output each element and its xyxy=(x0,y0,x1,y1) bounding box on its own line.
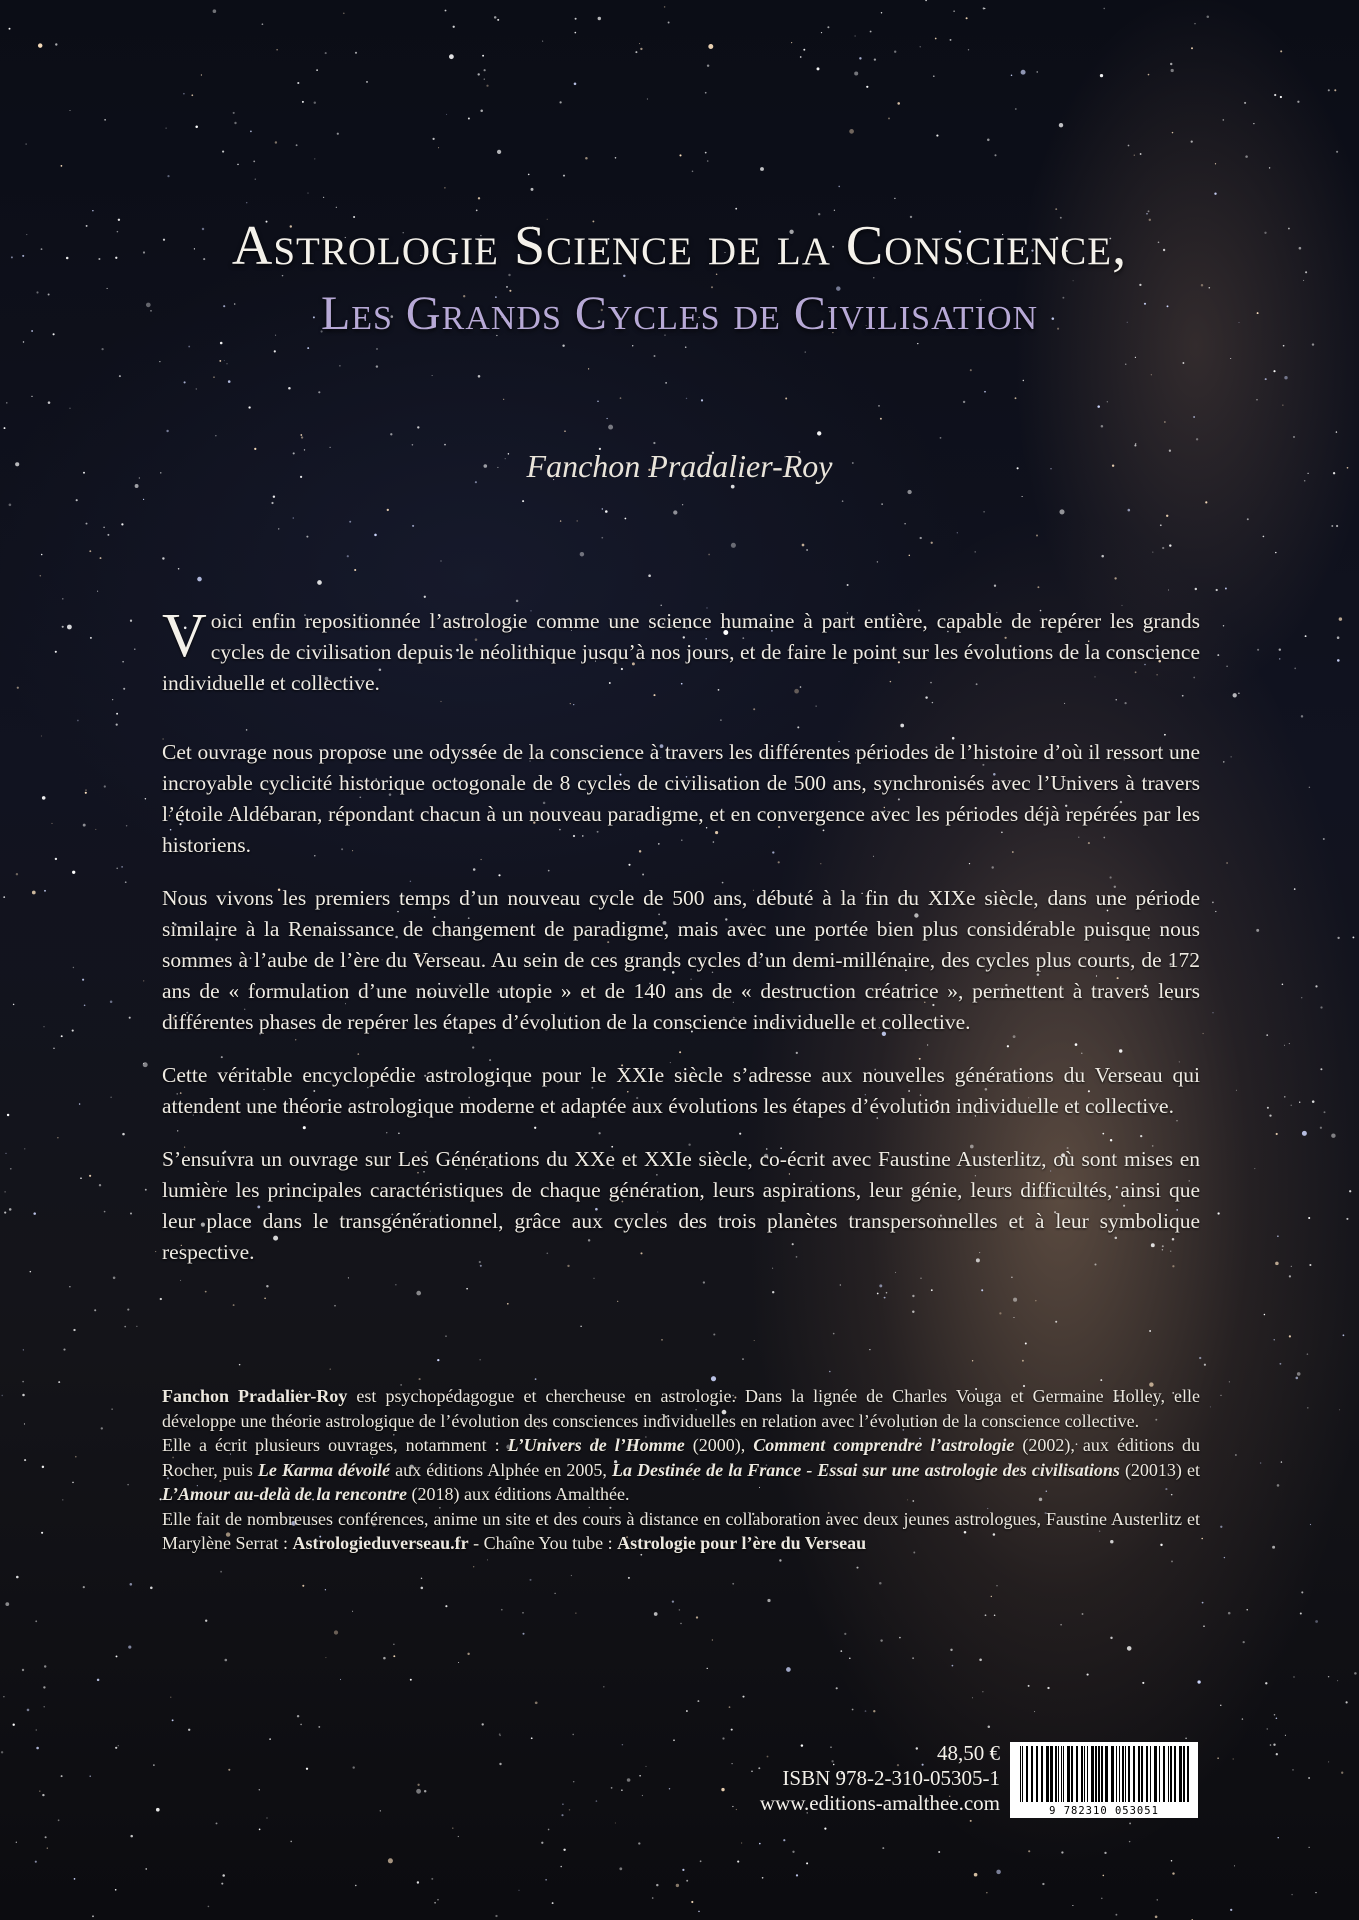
price: 48,50 € xyxy=(937,1741,1000,1765)
drop-cap: V xyxy=(162,602,207,670)
website-link: Astrologieduverseau.fr xyxy=(292,1533,469,1553)
bio-paragraph-1: Fanchon Pradalier-Roy est psychopédagogue et chercheuse en astrologie. Dans la lignée de Charles Vouga et Germaine Holley, elle développe une théorie astrologique de l’évolution des consciences individuelles en relation avec l’évolution de la conscience collective. xyxy=(162,1386,1200,1431)
book-title-4: La Destinée de la France - Essai sur une astrologie des civilisations xyxy=(611,1459,1120,1480)
book-title-3: Le Karma dévoilé xyxy=(257,1459,391,1480)
barcode-digits: 9 782310 053051 xyxy=(1012,1805,1196,1817)
book-title-2: Comment comprendre l’astrologie xyxy=(753,1435,1015,1455)
blurb-paragraph-4: Cette véritable encyclopédie astrologique pour le XXIe siècle s’adresse aux nouvelles générations du Verseau qui attendent une théorie astrologique moderne et adaptée aux évolutions les étapes d’évolution individuelle et collective. xyxy=(162,1063,1200,1118)
price-isbn-block xyxy=(760,1741,1000,1816)
publisher-website: www.editions-amalthee.com xyxy=(759,1791,1000,1815)
book-title-5: L’Amour au-delà de la rencontre xyxy=(162,1484,408,1504)
author-name: Fanchon Pradalier-Roy xyxy=(526,448,833,484)
blurb-paragraph-3: Nous vivons les premiers temps d’un nouveau cycle de 500 ans, débuté à la fin du XIXe siècle, dans une période similaire à la Renaissance de changement de paradigme, mais avec une portée bien plus considérable puisque nous sommes à l’aube de l’ère du Verseau. Au sein de ces grands cycles d’un demi-millénaire, des cycles plus courts, de 172 ans de « formulation d’une nouvelle utopie » et de 140 ans de « destruction créatrice », permettent à travers leurs différentes phases de repérer les étapes d’évolution de la conscience individuelle et collective. xyxy=(162,886,1200,1034)
barcode xyxy=(1010,1742,1198,1818)
bio-author-name: Fanchon Pradalier-Roy xyxy=(162,1386,348,1406)
back-cover-blurb xyxy=(162,602,1200,1290)
book-title-1: L’Univers de l’Homme xyxy=(507,1435,685,1455)
bio-paragraph-2: Elle a écrit plusieurs ouvrages, notamment : L’Univers de l’Homme (2000), Comment comprendre l’astrologie (2002), aux éditions du Rocher, puis Le Karma dévoilé aux éditions Alphée en 2005, La Destinée de la France - Essai sur une astrologie des civilisations (20013) et L’Amour au-delà de la rencontre (2018) aux éditions Amalthée. xyxy=(162,1435,1200,1504)
bio-paragraph-3: Elle fait de nombreuses conférences, anime un site et des cours à distance en collaboration avec deux jeunes astrologues, Faustine Austerlitz et Marylène Serrat : Astrologieduverseau.fr - Chaîne You tube : Astrologie pour l’ère du Verseau xyxy=(162,1508,1200,1553)
book-title: Astrologie Science de la Conscience, xyxy=(231,215,1128,277)
barcode-bars xyxy=(1010,1742,1198,1804)
author-bio xyxy=(162,1384,1200,1556)
youtube-channel-name: Astrologie pour l’ère du Verseau xyxy=(617,1533,867,1553)
blurb-paragraph-2: Cet ouvrage nous propose une odyssée de la conscience à travers les différentes périodes de l’histoire d’où il ressort une incroyable cyclicité historique octogonale de 8 cycles de civilisation de 500 ans, synchronisés avec l’Univers à travers l’étoile Aldébaran, répondant chacun à un nouveau paradigme, et en convergence avec les périodes déjà repérées par les historiens. xyxy=(162,740,1200,857)
blurb-paragraph-5: S’ensuivra un ouvrage sur Les Générations du XXe et XXIe siècle, co-écrit avec Faustine Austerlitz, où sont mises en lumière les principales caractéristiques de chaque génération, leurs aspirations, leur génie, leurs difficultés, ainsi que leur place dans le transgénérationnel, grâce aux cycles des trois planètes transpersonnelles et à leur symbolique respective. xyxy=(162,1147,1200,1264)
blurb-paragraph-1: Voici enfin repositionnée l’astrologie comme une science humaine à part entière, capable de repérer les grands cycles de civilisation depuis le néolithique jusqu’à nos jours, et de faire le point sur les évolutions de la conscience individuelle et collective. xyxy=(162,602,1200,695)
book-subtitle: Les Grands Cycles de Civilisation xyxy=(320,287,1039,340)
isbn: ISBN 978-2-310-05305-1 xyxy=(782,1766,1000,1790)
